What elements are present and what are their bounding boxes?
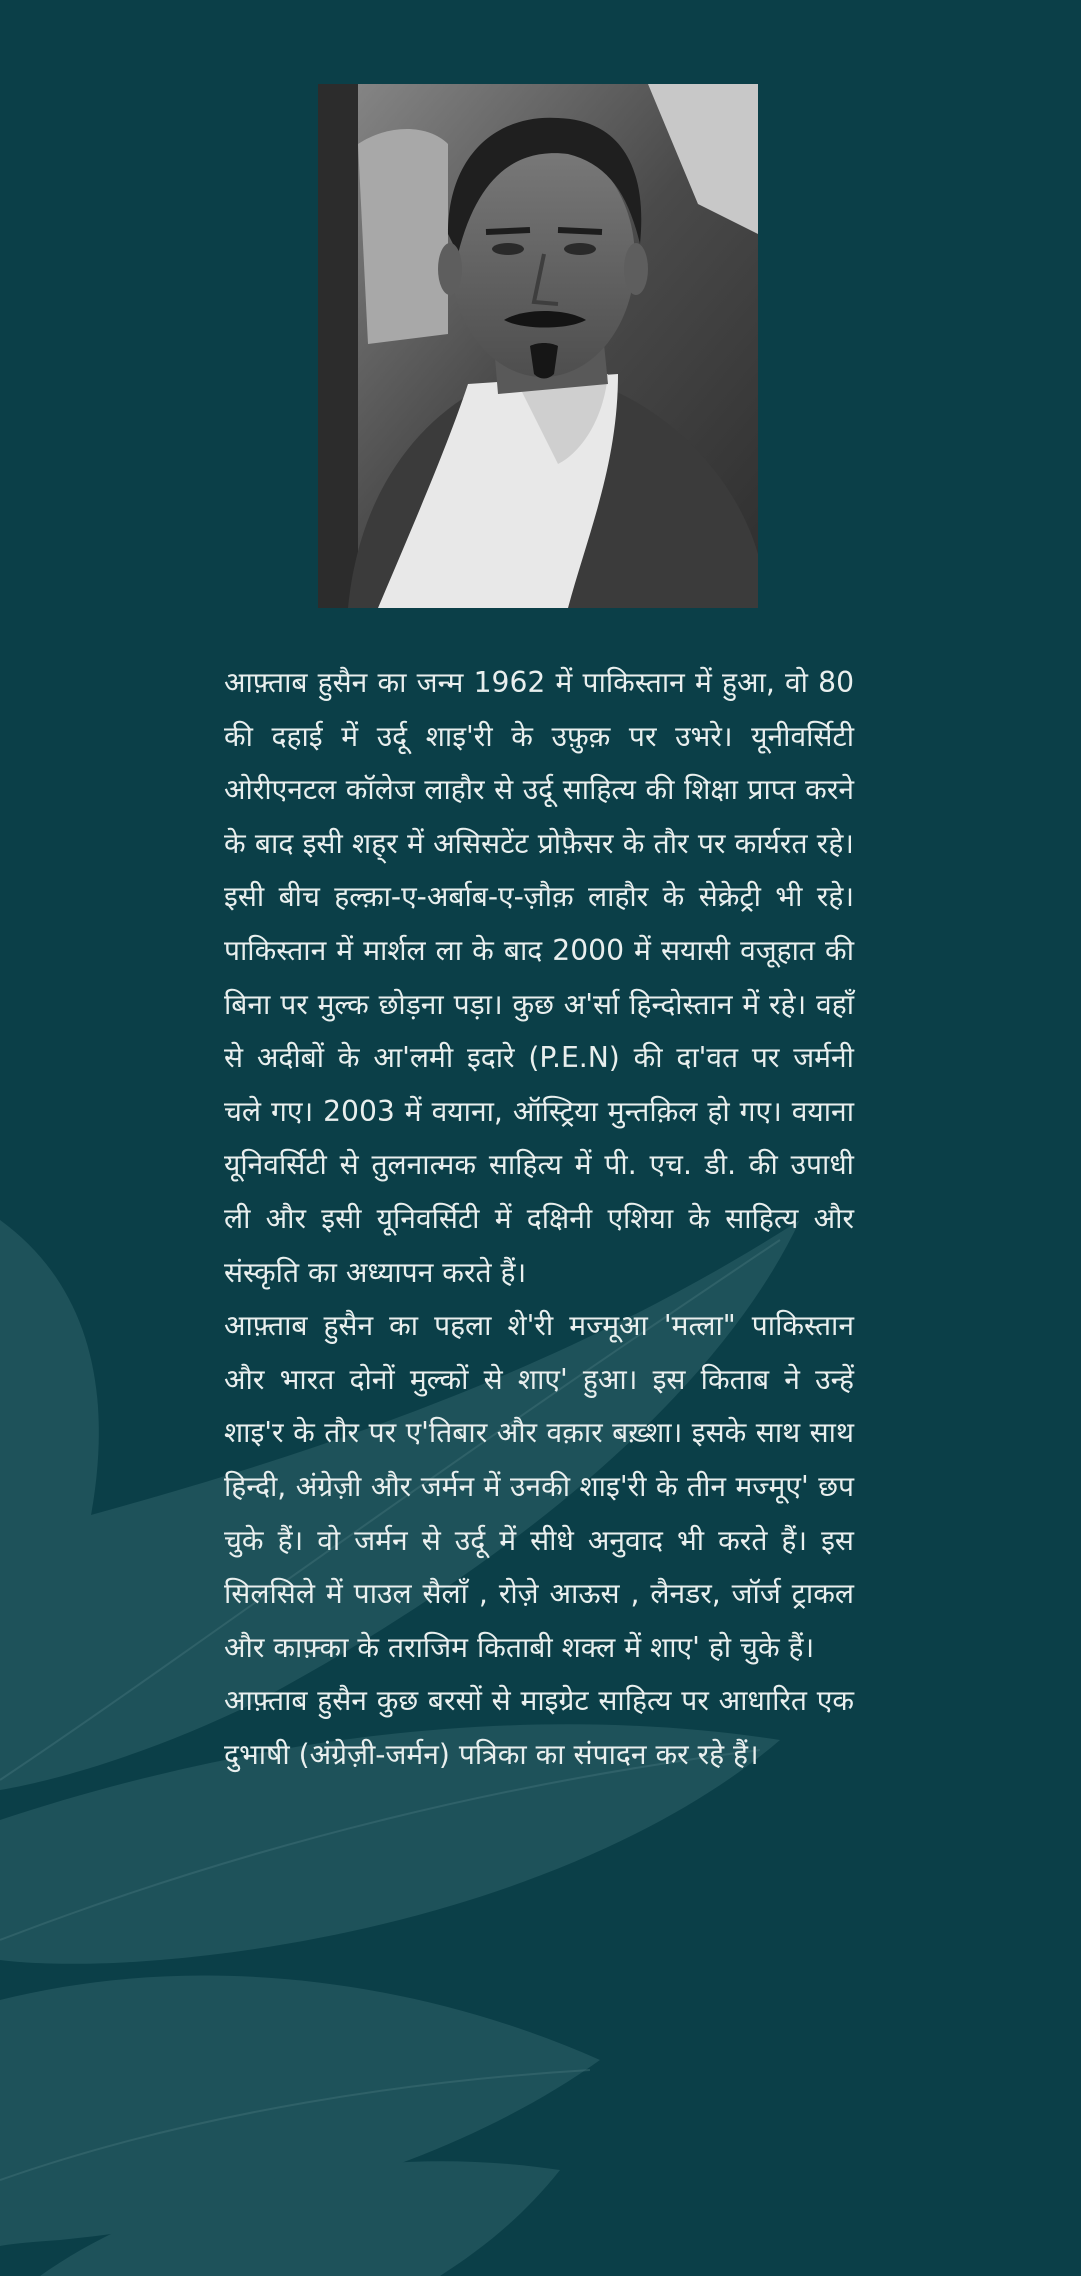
bio-paragraph-1: आफ़्ताब हुसैन का जन्म 1962 में पाकिस्तान में हुआ, वो 80 की दहाई में उर्दू शाइ'री के उफ़ुक़ पर उभरे। यूनीवर्सिटी ओरीएनटल कॉलेज लाहौर से उर्दू साहित्य की शिक्षा प्राप्त करने के बाद इसी शह्‌र में असिसटेंट प्रोफ़ैसर के तौर पर कार्यरत रहे। इसी बीच हल्क़ा-ए-अर्बाब-ए-ज़ौक़ लाहौर के सेक्रेट्री भी रहे। पाकिस्तान में मार्शल ला के बाद 2000 में सयासी वजूहात की बिना पर मुल्क छोड़ना पड़ा। कुछ अ'र्सा हिन्दोस्तान में रहे। वहाँ से अदीबों के आ'लमी इदारे (P.E.N) की दा'वत पर जर्मनी चले गए। 2003 में वयाना, ऑस्ट्रिया मुन्तक़िल हो गए। वयाना यूनिवर्सिटी से तुलनात्मक साहित्य में पी. एच. डी. की उपाधी ली और इसी यूनिवर्सिटी में दक्षिनी एशिया के साहित्य और संस्कृति का अध्यापन करते हैं।: [224, 666, 854, 1289]
bio-paragraph-2: आफ़्ताब हुसैन का पहला शे'री मज्मूआ 'मत्ला" पाकिस्तान और भारत दोनों मुल्कों से शाए' हुआ। इस किताब ने उन्हें शाइ'र के तौर पर ए'तिबार और वक़ार बख़्शा। इसके साथ साथ हिन्दी, अंग्रेज़ी और जर्मन में उनकी शाइ'री के तीन मज्मूए' छप चुके हैं। वो जर्मन से उर्दू में सीधे अनुवाद भी करते हैं। इस सिलसिले में पाउल सैलाँ , रोज़े आऊस , लैनडर, जॉर्ज ट्राकल और काफ़्का के तराजिम किताबी शक्ल में शाए' हो चुके हैं।: [224, 1309, 854, 1664]
author-portrait: [318, 84, 758, 608]
bio-paragraph-3: आफ़्ताब हुसैन कुछ बरसों से माइग्रेट साहित्य पर आधारित एक दुभाषी (अंग्रेज़ी-जर्मन) पत्रिका का संपादन कर रहे हैं।: [224, 1684, 854, 1771]
author-biography: [224, 656, 854, 1781]
